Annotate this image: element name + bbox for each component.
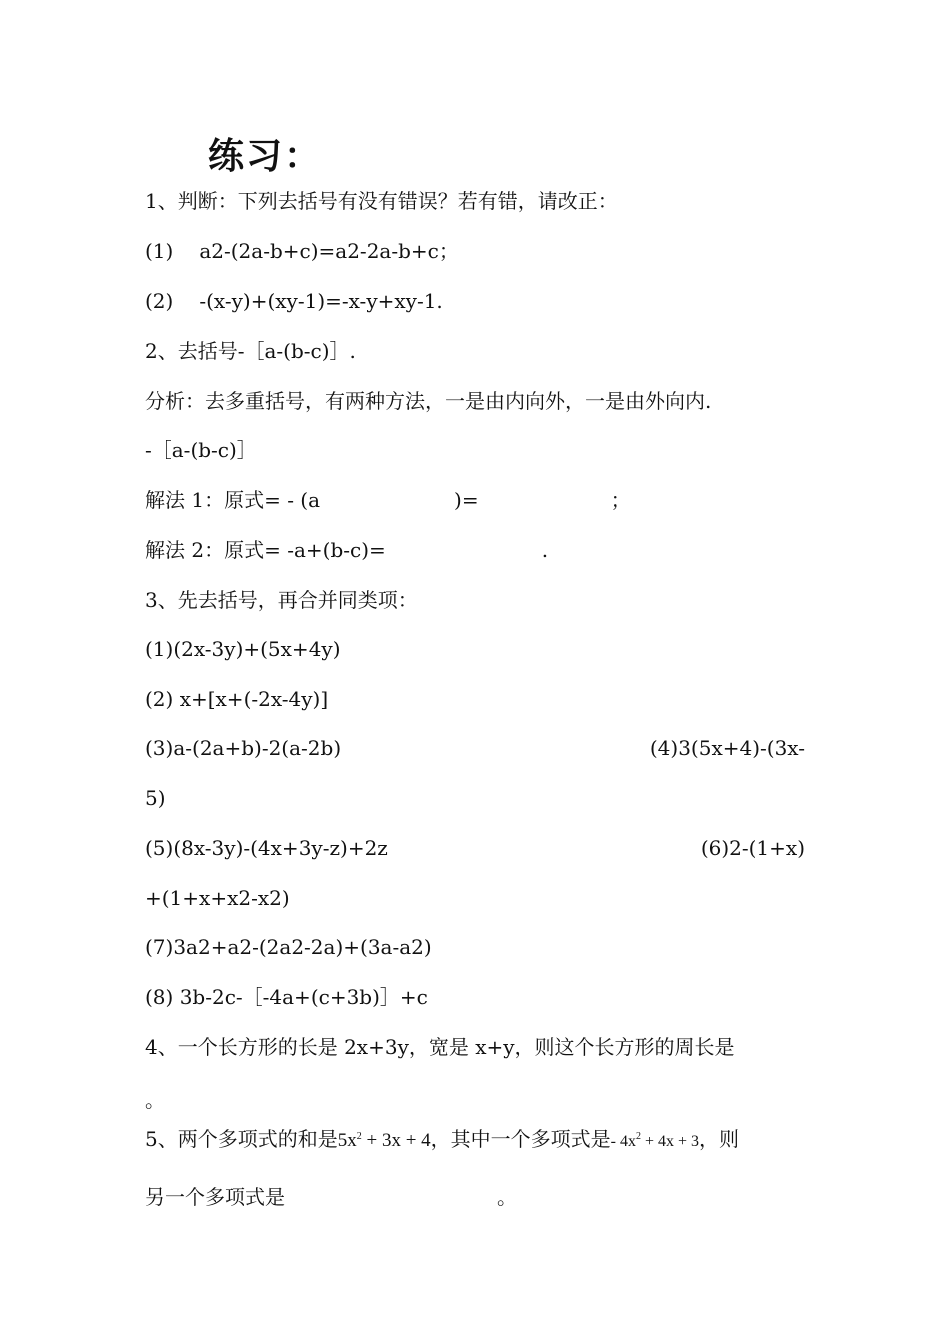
q5-poly2-rest: + 4x + 3 <box>641 1133 700 1150</box>
q2-solution-2 <box>145 533 805 567</box>
q5-text <box>145 1122 805 1156</box>
q3-problem-6-cont: +(1+x+x2-x2) <box>145 886 290 910</box>
q1-item-1-expr: a2-(2a-b+c)=a2-2a-b+c； <box>199 239 459 263</box>
q2-expression: -［a-(b-c)］ <box>145 438 257 462</box>
page-title: 练习： <box>208 136 323 177</box>
q2-solution-1-start: 解法 1：原式= - (a <box>145 488 321 512</box>
q3-problem-3-row <box>145 731 805 765</box>
q2-solution-2-end: . <box>541 538 549 562</box>
q3-problem-2: (2) x+[x+(-2x-4y)] <box>145 687 329 711</box>
q1-item-2 <box>145 284 805 318</box>
q5-answer-prompt: 另一个多项式是 <box>145 1185 285 1209</box>
q4-end: 。 <box>145 1088 165 1112</box>
q3-problem-7: (7)3a2+a2-(2a2-2a)+(3a-a2) <box>145 935 432 959</box>
q5-polynomial-sum <box>338 1130 431 1151</box>
q2-solution-1-end: ； <box>610 488 631 512</box>
q4-text: 4、一个长方形的长是 2x+3y，宽是 x+y，则这个长方形的周长是 <box>145 1035 735 1059</box>
q3-problem-3: (3)a-(2a+b)-2(a-2b) <box>145 736 342 760</box>
q3-problem-1: (1)(2x-3y)+(5x+4y) <box>145 637 341 661</box>
q1-item-2-label: (2) <box>145 289 174 313</box>
q5-poly2-lead: - 4x <box>610 1133 636 1150</box>
q2-solution-2-start: 解法 2：原式= -a+(b-c)= <box>145 538 386 562</box>
q5-poly1-lead: 5x <box>337 1130 357 1151</box>
q5-text-mid: ，其中一个多项式是 <box>430 1127 611 1151</box>
q5-text-end: ，则 <box>699 1127 740 1151</box>
q3-problem-8: (8) 3b-2c-［-4a+(c+3b)］+c <box>145 985 428 1009</box>
q1-item-1-label: (1) <box>145 239 174 263</box>
q1-item-2-expr: -(x-y)+(xy-1)=-x-y+xy-1. <box>199 289 443 313</box>
q2-solution-1 <box>145 483 805 517</box>
q3-stem: 3、先去括号，再合并同类项： <box>145 588 418 612</box>
q5-poly1-rest: + 3x + 4 <box>361 1130 431 1151</box>
q5-poly2-exponent: 2 <box>636 1131 641 1142</box>
q5-poly1-exponent: 2 <box>356 1131 362 1142</box>
q3-problem-5-row <box>145 831 805 865</box>
q2-solution-1-mid: )= <box>454 488 479 512</box>
q3-problem-4-cont: 5) <box>145 786 166 810</box>
q2-analysis: 分析：去多重括号，有两种方法，一是由内向外，一是由外向内. <box>145 389 712 413</box>
q1-stem: 1、判断：下列去括号有没有错误？若有错，请改正： <box>145 189 618 213</box>
q5-polynomial-one <box>611 1133 699 1150</box>
q1-item-1 <box>145 234 805 268</box>
q3-problem-6: (6)2-(1+x) <box>700 836 805 860</box>
q3-problem-4: (4)3(5x+4)-(3x- <box>649 736 805 760</box>
q2-stem: 2、去括号-［a-(b-c)］. <box>145 339 356 363</box>
q5-text-start: 5、两个多项式的和是 <box>145 1127 338 1151</box>
q3-problem-5: (5)(8x-3y)-(4x+3y-z)+2z <box>145 836 388 860</box>
q5-answer-end: 。 <box>497 1185 517 1209</box>
q5-answer-line <box>145 1180 805 1214</box>
